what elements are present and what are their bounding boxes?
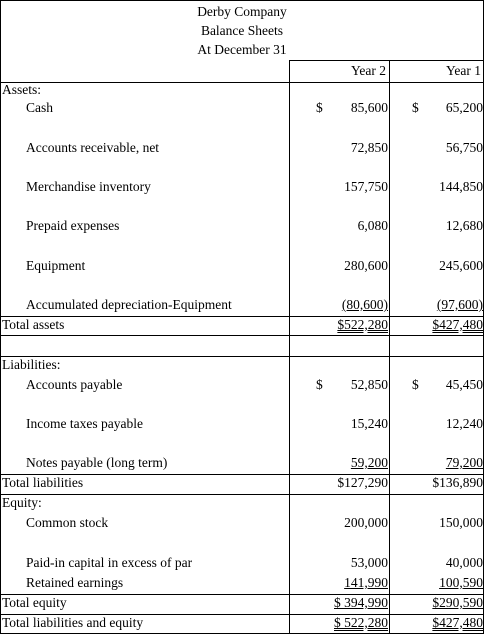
col-sep-1 [289,60,290,634]
total-equity-label: Total equity [2,595,67,610]
accum-dep-year2: (80,600) [341,297,388,312]
column-header-year2: Year 2 [350,63,386,78]
assets-heading: Assets: [2,82,42,97]
cash-year1: 65,200 [445,100,483,115]
common-stock-year2: 200,000 [344,515,388,530]
accum-dep-year1: (97,600) [436,297,483,312]
prepaid-year1: 12,680 [445,218,483,233]
grand-total-label: Total liabilities and equity [2,615,144,630]
taxes-year1: 12,240 [445,416,483,431]
grand-total-year2: $ 522,280 [334,615,388,630]
column-header-year1: Year 1 [445,63,481,78]
ap-year2: 52,850 [350,377,388,392]
total-assets-year1: $427,480 [432,317,483,332]
equity-heading: Equity: [2,495,42,510]
retained-earnings-year1: 100,590 [439,575,483,590]
taxes-year2: 15,240 [350,416,388,431]
prepaid-label: Prepaid expenses [26,218,120,233]
cash-year2: 85,600 [350,100,388,115]
col-sep-2 [389,60,390,634]
rule-before-liabilities [0,356,484,357]
cash-year1-currency: $ [412,100,419,115]
retained-earnings-year2: 141,990 [344,575,388,590]
grand-total-year1: $427,480 [432,615,483,630]
common-stock-year1: 150,000 [439,515,483,530]
notes-label: Notes payable (long term) [26,455,168,470]
total-liabilities-year1: $136,890 [432,475,483,490]
ap-year1-currency: $ [412,377,419,392]
inventory-year1: 144,850 [439,179,483,194]
total-liabilities-label: Total liabilities [2,475,84,490]
ap-year2-currency: $ [316,377,323,392]
rule-before-equity [0,494,484,495]
ar-year1: 56,750 [445,140,483,155]
equipment-year2: 280,600 [344,258,388,273]
equipment-label: Equipment [26,258,86,273]
notes-year2: 59,200 [350,455,388,470]
liabilities-heading: Liabilities: [2,357,61,372]
inventory-label: Merchandise inventory [26,179,151,194]
header-rule [289,60,484,61]
ap-year1: 45,450 [445,377,483,392]
paid-in-year2: 53,000 [350,555,388,570]
frame-top [0,0,484,1]
total-assets-year2: $522,280 [337,317,388,332]
company-name: Derby Company [197,4,287,19]
cash-label: Cash [26,100,53,115]
common-stock-label: Common stock [26,515,109,530]
frame-left [0,0,1,634]
total-equity-year2: $ 394,990 [334,595,388,610]
cash-year2-currency: $ [316,100,323,115]
prepaid-year2: 6,080 [357,218,388,233]
equipment-year1: 245,600 [439,258,483,273]
paid-in-year1: 40,000 [445,555,483,570]
ar-label: Accounts receivable, net [26,140,160,155]
paid-in-label: Paid-in capital in excess of par [26,555,193,570]
header-bottom-rule [0,82,484,83]
statement-date: At December 31 [197,42,287,57]
total-assets-label: Total assets [2,317,65,332]
ap-label: Accounts payable [26,377,123,392]
ar-year2: 72,850 [350,140,388,155]
rule-after-total-assets [0,335,484,336]
taxes-label: Income taxes payable [26,416,143,431]
accum-dep-label: Accumulated depreciation-Equipment [26,297,232,312]
total-liabilities-year2: $127,290 [337,475,388,490]
inventory-year2: 157,750 [344,179,388,194]
notes-year1: 79,200 [445,455,483,470]
statement-title: Balance Sheets [200,23,284,38]
retained-earnings-label: Retained earnings [26,575,124,590]
total-equity-year1: $290,590 [432,595,483,610]
